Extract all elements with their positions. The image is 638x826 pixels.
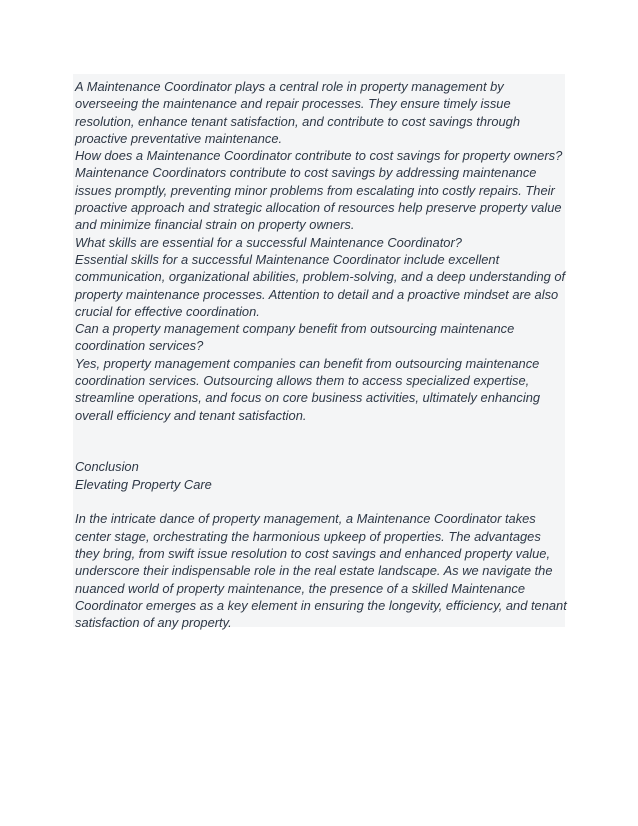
conclusion-heading: Conclusion — [75, 459, 139, 475]
faq-question-3: Can a property management company benefit from outsourcing maintenance coordination services? — [75, 321, 515, 354]
spacer — [75, 493, 567, 510]
faq-question-2: What skills are essential for a successful Maintenance Coordinator? — [75, 234, 462, 250]
faq-answer-1: Maintenance Coordinators contribute to cost savings by addressing maintenance issues promptly, preventing minor problems from escalating into costly repairs. Their proactive approach and strategic allocation of resources help preserve property value and minimize financial strain on property owners. — [75, 165, 562, 233]
spacer — [75, 424, 567, 459]
intro-paragraph: A Maintenance Coordinator plays a central role in property management by overseeing the maintenance and repair processes. They ensure timely issue resolution, enhance tenant satisfaction, and contribute to cost savings through proactive preventative maintenance. — [75, 79, 521, 146]
document-body — [75, 78, 567, 631]
faq-question-1: How does a Maintenance Coordinator contribute to cost savings for property owners? — [75, 148, 563, 164]
conclusion-subheading: Elevating Property Care — [75, 476, 212, 492]
faq-answer-2: Essential skills for a successful Maintenance Coordinator include excellent communication, organizational abilities, problem-solving, and a deep understanding of property maintenance processes. Attention to detail and a proactive mindset are also crucial for effective coordination. — [75, 251, 566, 319]
conclusion-paragraph: In the intricate dance of property management, a Maintenance Coordinator takes center stage, orchestrating the harmonious upkeep of properties. The advantages they bring, from swift issue resolution to cost savings and enhanced property value, underscore their indispensable role in the real estate landscape. As we navigate the nuanced world of property maintenance, the presence of a skilled Maintenance Coordinator emerges as a key element in ensuring the longevity, efficiency, and tenant satisfaction of any property. — [75, 511, 567, 631]
faq-answer-3: Yes, property management companies can benefit from outsourcing maintenance coordination services. Outsourcing allows them to access specialized expertise, streamline operations, and focus on core business activities, ultimately enhancing overall efficiency and tenant satisfaction. — [75, 355, 541, 423]
